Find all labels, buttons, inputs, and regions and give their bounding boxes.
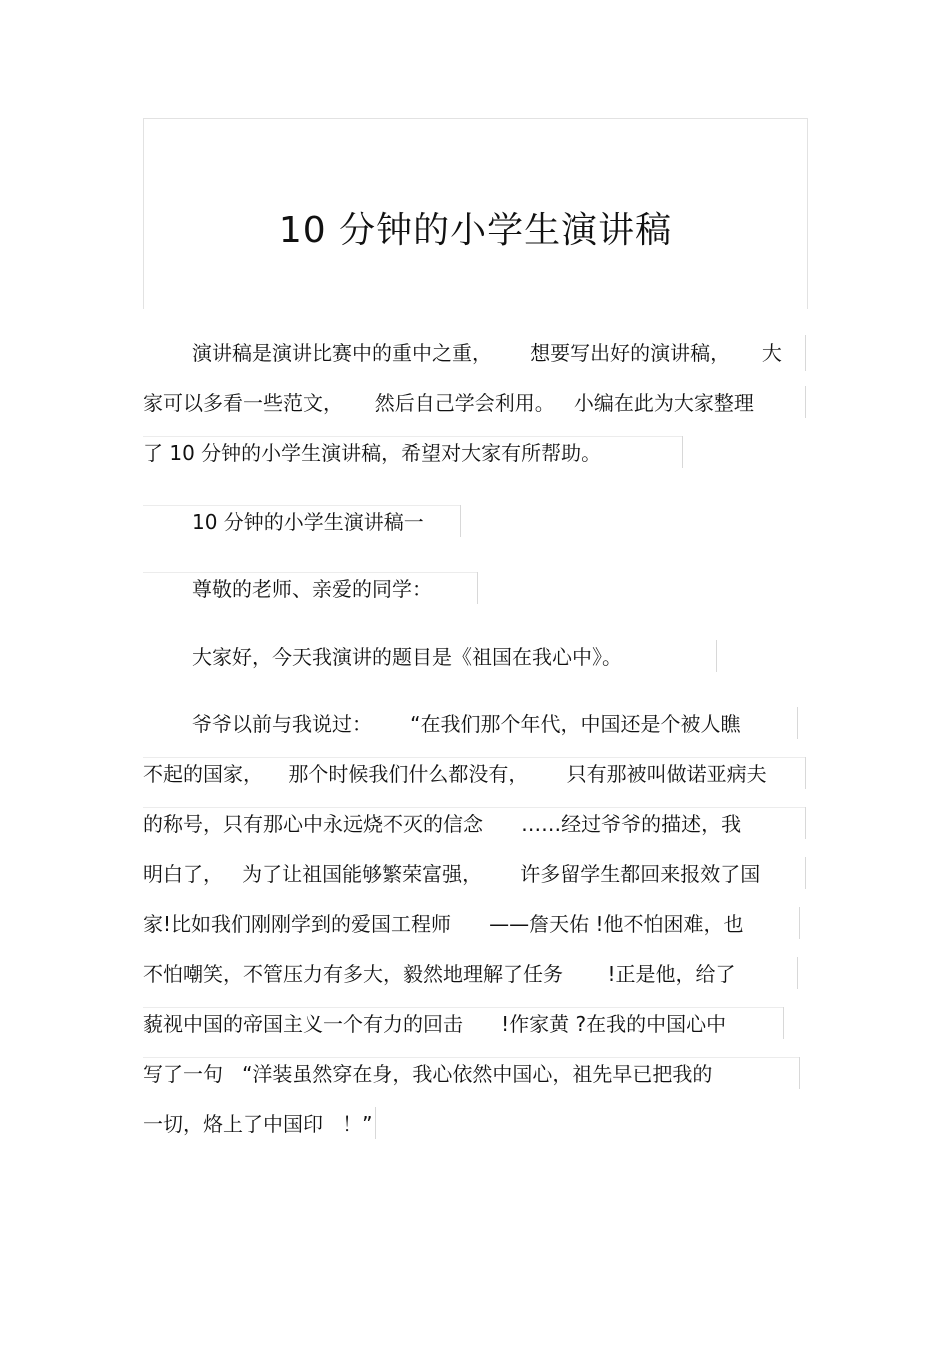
text-box-edge xyxy=(682,436,683,468)
intro-line: 家可以多看一些范文， 然后自己学会利用。 小编在此为大家整理 xyxy=(143,391,754,415)
story-line: 明白了， 为了让祖国能够繁荣富强， 许多留学生都回来报效了国 xyxy=(143,862,761,886)
text-box-edge xyxy=(805,335,806,371)
story-line: 藐视中国的帝国主义一个有力的回击 !作家黄 ?在我的中国心中 xyxy=(143,1012,727,1036)
story-line: 不起的国家， 那个时候我们什么都没有， 只有那被叫做诺亚病夫 xyxy=(143,762,767,786)
text-box-edge xyxy=(143,436,682,437)
text-box-edge xyxy=(143,807,805,808)
text-box-edge xyxy=(143,572,477,573)
text-box-edge xyxy=(799,907,800,939)
text-box-edge xyxy=(143,1007,783,1008)
text-box-edge xyxy=(716,640,717,672)
text-box-edge xyxy=(797,707,798,739)
text-box-edge xyxy=(143,1057,799,1058)
text-box-edge xyxy=(805,386,806,418)
story-line: 家!比如我们刚刚学到的爱国工程师 ——詹天佑 !他不怕困难，也 xyxy=(143,912,744,936)
text-box-edge xyxy=(805,807,806,839)
document-title: 10 分钟的小学生演讲稿 xyxy=(278,210,673,251)
intro-line: 了 10 分钟的小学生演讲稿，希望对大家有所帮助。 xyxy=(143,441,602,465)
story-line: 写了一句 “洋装虽然穿在身，我心依然中国心，祖先早已把我的 xyxy=(143,1062,713,1086)
text-box-edge xyxy=(797,957,798,989)
story-line: 爷爷以前与我说过： “在我们那个年代，中国还是个被人瞧 xyxy=(192,712,741,736)
text-box-edge xyxy=(460,505,461,537)
story-line: 的称号，只有那心中永远烧不灭的信念 ……经过爷爷的描述，我 xyxy=(143,812,742,836)
title-block xyxy=(143,118,808,309)
text-box-edge xyxy=(799,1057,800,1089)
text-box-edge xyxy=(143,757,805,758)
story-line: 不怕嘲笑，不管压力有多大，毅然地理解了任务 !正是他，给了 xyxy=(143,962,736,986)
text-box-edge xyxy=(375,1107,376,1139)
section-heading: 10 分钟的小学生演讲稿一 xyxy=(192,510,424,534)
opening-line: 大家好，今天我演讲的题目是《祖国在我心中》。 xyxy=(192,645,622,669)
text-box-edge xyxy=(143,505,460,506)
text-box-edge xyxy=(477,572,478,604)
text-box-edge xyxy=(783,1007,784,1039)
story-line: 一切，烙上了中国印 ！” xyxy=(143,1112,373,1136)
intro-line: 演讲稿是演讲比赛中的重中之重， 想要写出好的演讲稿， 大 xyxy=(192,341,782,365)
greeting-line: 尊敬的老师、亲爱的同学： xyxy=(192,577,432,601)
text-box-edge xyxy=(805,757,806,789)
text-box-edge xyxy=(805,857,806,889)
